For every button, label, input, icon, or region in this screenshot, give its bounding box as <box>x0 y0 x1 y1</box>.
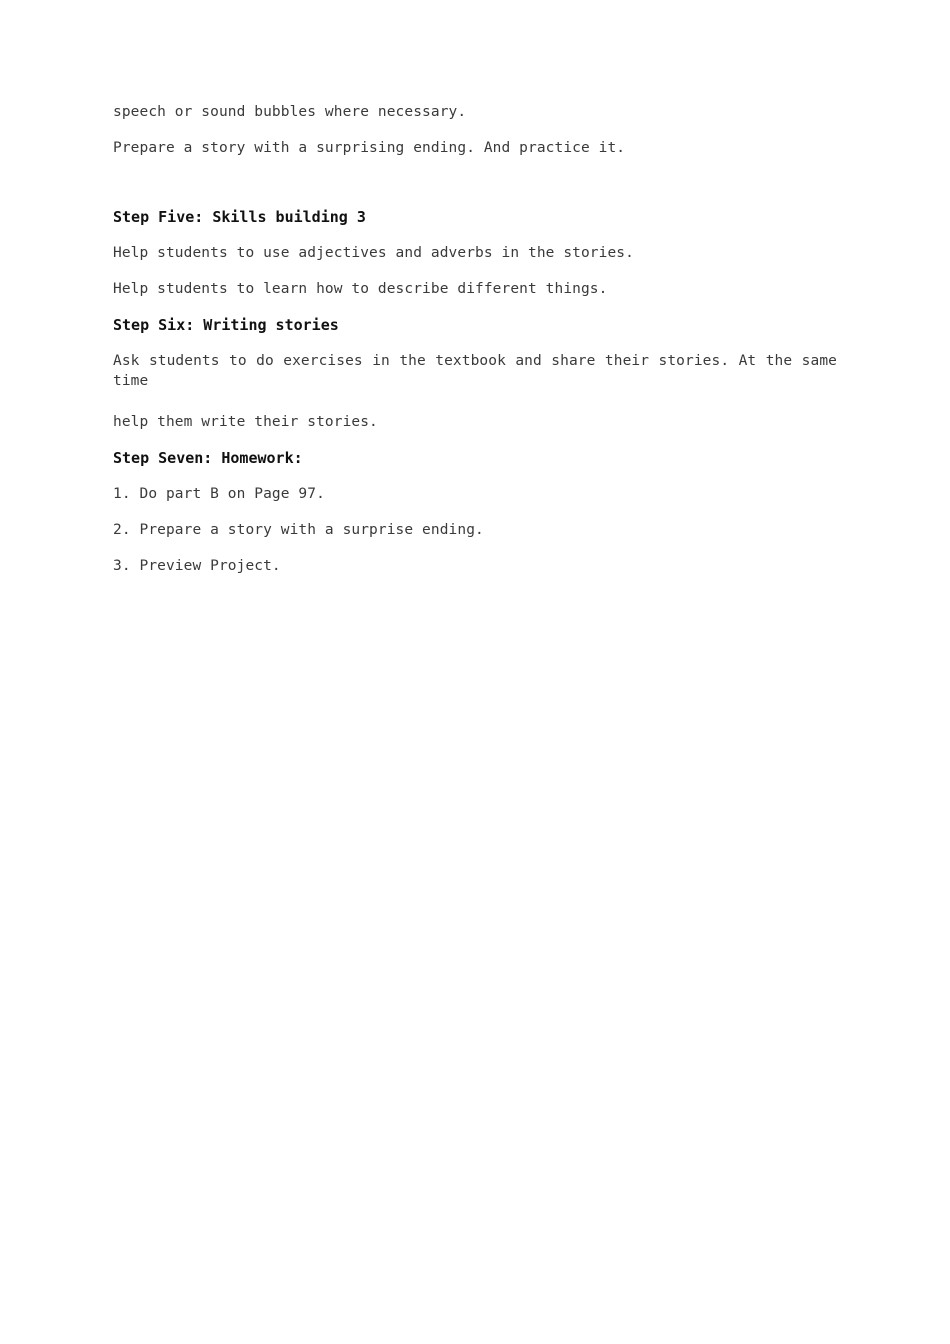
step-six-line: help them write their stories. <box>113 414 378 430</box>
step-five-line: Help students to use adjectives and adverbs in the stories. <box>113 245 634 261</box>
document-body <box>113 102 853 576</box>
intro-line: Prepare a story with a surprising ending. And practice it. <box>113 140 626 156</box>
step-six-heading: Step Six: Writing stories <box>113 316 339 334</box>
homework-item: 2. Prepare a story with a surprise ending. <box>113 522 484 538</box>
step-five-line: Help students to learn how to describe different things. <box>113 281 608 297</box>
step-seven-heading: Step Seven: Homework: <box>113 449 303 467</box>
homework-item: 3. Preview Project. <box>113 558 281 574</box>
homework-item: 1. Do part B on Page 97. <box>113 486 325 502</box>
step-five-heading: Step Five: Skills building 3 <box>113 208 366 226</box>
step-six-line: Ask students to do exercises in the textbook and share their stories. At the same time <box>113 353 837 389</box>
intro-line: speech or sound bubbles where necessary. <box>113 104 467 120</box>
